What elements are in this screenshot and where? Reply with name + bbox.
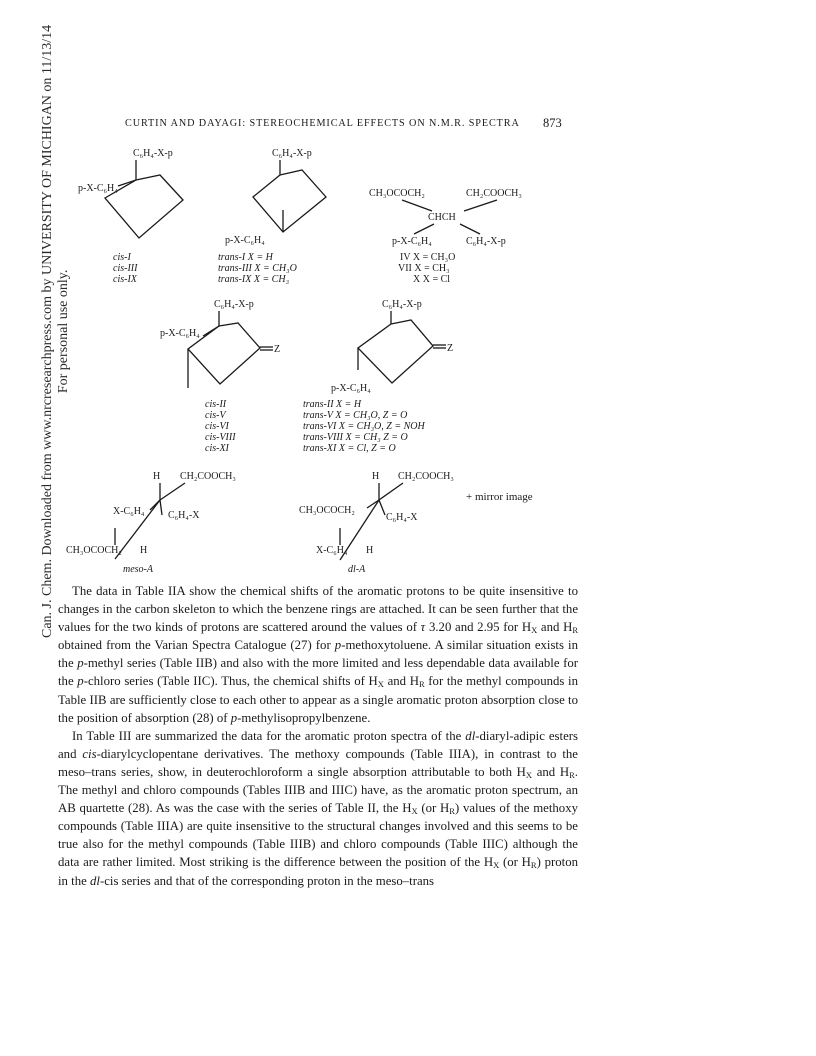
stereoisomer-name: dl-A bbox=[348, 564, 366, 575]
substituent-label: CH₃OCOCH₂ bbox=[369, 188, 425, 199]
text-run: 3.20 and 2.95 for H bbox=[425, 620, 532, 635]
compound-label: cis-I bbox=[113, 252, 131, 263]
substituent-label: Z bbox=[274, 344, 281, 355]
text-run: . The methyl and chloro compounds (Tables IIIB and IIIC) have, as the aromatic proton spectrum, an AB quartette (28). As was the case with the series of Table II, the H bbox=[58, 764, 578, 816]
compound-label: IV X = CH₃O bbox=[400, 252, 456, 263]
text-run: ) values of the methoxy compounds (Table IIIA) are quite insensitive to the structural changes involved and this seems to be true also for the methyl compounds (Table IIIB) and chloro compounds (Table IIIC) although the data are rather limited. Most striking is the difference between the position of the H bbox=[58, 801, 578, 870]
dl-A-structure bbox=[299, 471, 533, 575]
italic-term: dl bbox=[465, 728, 476, 743]
body-text bbox=[58, 582, 578, 890]
bond bbox=[379, 483, 403, 500]
subscript: X bbox=[493, 860, 500, 871]
substituent-label: C₆H₄-X-p bbox=[382, 299, 422, 310]
bond bbox=[379, 500, 385, 515]
text-run: In Table III are summarized the data for the aromatic proton spectra of the bbox=[72, 728, 466, 743]
substituent-label: C₆H₄-X-p bbox=[133, 148, 173, 159]
compound-label: VII X = CH₃ bbox=[398, 263, 450, 274]
stereoisomer-name: meso-A bbox=[123, 564, 153, 575]
page-number: 873 bbox=[543, 116, 562, 130]
substituent-label: Z bbox=[447, 343, 454, 354]
substituent-label: H bbox=[140, 545, 148, 556]
compound-label: trans-III X = CH₃O bbox=[218, 263, 297, 274]
italic-term: p bbox=[77, 656, 84, 671]
compound-label: cis-II bbox=[205, 399, 227, 410]
italic-term: dl bbox=[90, 873, 100, 888]
italic-term: cis bbox=[82, 746, 97, 761]
compound-label: cis-V bbox=[205, 410, 226, 421]
chain-bond bbox=[414, 224, 434, 234]
text-run: for the methyl compounds in Table IIB are sufficiently close to each other to appear as a single aromatic proton absorption close to the position of absorption (28) of bbox=[58, 674, 578, 725]
subscript: R bbox=[569, 769, 575, 780]
substituent-label: CH₃OCOCH₂ bbox=[66, 545, 122, 556]
text-run: ) proton in the bbox=[58, 855, 579, 888]
paragraph bbox=[58, 582, 578, 727]
compound-label: X X = Cl bbox=[413, 274, 451, 285]
text-run: The data in Table IIA show the chemical shifts of the aromatic protons to be quite insensitive to changes in the carbon skeleton to which the benzene rings are attached. It can be seen further that the values for the two kinds of protons are scattered around the values of bbox=[58, 584, 578, 635]
subscript: R bbox=[530, 860, 537, 871]
text-run: -diarylcyclopentane derivatives. The methoxy compounds (Table IIIA), in contrast to the meso–trans series, show, in deuterochloroform a single absorption attributable to both H bbox=[58, 746, 578, 779]
subscript: X bbox=[531, 625, 538, 636]
compound-label: trans-I X = H bbox=[218, 252, 273, 263]
chain-bond bbox=[402, 200, 432, 211]
text-run: -cis series and that of the corresponding proton in the meso–trans bbox=[99, 873, 435, 888]
italic-term: p bbox=[230, 710, 238, 725]
text-run: (or H bbox=[417, 801, 450, 816]
meso-A-structure bbox=[66, 471, 236, 575]
subscript: X bbox=[525, 769, 533, 780]
subscript: X bbox=[377, 679, 384, 690]
italic-term: p bbox=[77, 674, 84, 689]
trans-II-structure bbox=[303, 299, 453, 454]
subscript: R bbox=[449, 806, 455, 817]
cis-I-structure bbox=[78, 148, 183, 285]
text-run: -diaryl-adipic esters and bbox=[58, 728, 579, 761]
substituent-label: C₆H₄-X bbox=[386, 512, 418, 523]
compound-label: cis-XI bbox=[205, 443, 229, 454]
substituent-label: CHCH bbox=[428, 212, 456, 223]
compound-label: cis-IX bbox=[113, 274, 137, 285]
substituent-label: CH₃OCOCH₂ bbox=[299, 505, 355, 516]
compound-label: trans-VI X = CH₃O, Z = NOH bbox=[303, 421, 425, 432]
italic-term: τ bbox=[420, 620, 426, 635]
subscript: X bbox=[411, 806, 418, 817]
bond bbox=[160, 483, 185, 500]
substituent-label: C₆H₄-X-p bbox=[466, 236, 506, 247]
text-run: -methyl series (Table IIB) and also with the more limited and less dependable data available for the bbox=[58, 656, 578, 689]
text-run: (or H bbox=[499, 855, 531, 870]
watermark-line-1: Can. J. Chem. Downloaded from www.nrcresearchpress.com by UNIVERSITY OF MICHIGAN on 11/13/14 bbox=[40, 24, 55, 638]
compound-label: cis-VIII bbox=[205, 432, 236, 443]
compound-label: trans-XI X = Cl, Z = O bbox=[303, 443, 396, 454]
chain-bond bbox=[460, 224, 480, 234]
text-run: -chloro series (Table IIC). Thus, the chemical shifts of H bbox=[83, 674, 378, 689]
bond bbox=[367, 500, 379, 508]
mirror-image-note: + mirror image bbox=[466, 491, 533, 503]
text-run: obtained from the Varian Spectra Catalogue (27) for bbox=[58, 638, 335, 653]
substituent-label: H bbox=[153, 471, 161, 482]
chain-bond bbox=[464, 200, 497, 211]
watermark-line-2: For personal use only. bbox=[55, 269, 71, 394]
paragraph bbox=[58, 727, 578, 890]
substituent-label: CH₂COOCH₃ bbox=[398, 471, 454, 482]
text-run: -methylisopropylbenzene. bbox=[237, 710, 371, 725]
open-chain-structure bbox=[369, 188, 522, 285]
subscript: R bbox=[418, 679, 425, 690]
substituent-label: p-X-C₆H₄ bbox=[331, 383, 371, 394]
text-run: and H bbox=[383, 674, 419, 689]
substituent-label: H bbox=[366, 545, 374, 556]
substituent-label: C₆H₄-X bbox=[168, 510, 200, 521]
ring-bond bbox=[253, 170, 326, 232]
substituent-label: H bbox=[372, 471, 380, 482]
compound-label: trans-V X = CH₃O, Z = O bbox=[303, 410, 408, 421]
substituent-label: X-C₆H₄ bbox=[113, 506, 145, 517]
running-header: CURTIN AND DAYAGI: STEREOCHEMICAL EFFECTS ON N.M.R. SPECTRA bbox=[125, 118, 520, 129]
substituent-label: X-C₆H₄ bbox=[316, 545, 348, 556]
compound-label: cis-III bbox=[113, 263, 138, 274]
substituent-label: p-X-C₆H₄ bbox=[225, 235, 265, 246]
substituent-label: CH₂COOCH₃ bbox=[466, 188, 522, 199]
cis-II-structure bbox=[160, 299, 280, 454]
compound-label: trans-VIII X = CH₃ Z = O bbox=[303, 432, 408, 443]
substituent-label: p-X-C₆H₄ bbox=[160, 328, 200, 339]
italic-term: p bbox=[334, 638, 342, 653]
ring-bond bbox=[203, 326, 219, 336]
bond bbox=[160, 500, 162, 515]
text-run: -methoxytoluene. A similar situation exists in the bbox=[58, 638, 578, 671]
compound-label: trans-IX X = CH₃ bbox=[218, 274, 290, 285]
substituent-label: p-X-C₆H₄ bbox=[78, 183, 118, 194]
text-run: and H bbox=[532, 764, 570, 779]
compound-label: trans-II X = H bbox=[303, 399, 362, 410]
bond bbox=[150, 500, 160, 510]
substituent-label: p-X-C₆H₄ bbox=[392, 236, 432, 247]
compound-label: cis-VI bbox=[205, 421, 229, 432]
substituent-label: C₆H₄-X-p bbox=[272, 148, 312, 159]
ring-bond bbox=[358, 320, 433, 383]
trans-I-structure bbox=[218, 148, 326, 285]
substituent-label: C₆H₄-X-p bbox=[214, 299, 254, 310]
substituent-label: CH₂COOCH₃ bbox=[180, 471, 236, 482]
text-run: and H bbox=[537, 620, 573, 635]
subscript: R bbox=[572, 625, 578, 636]
